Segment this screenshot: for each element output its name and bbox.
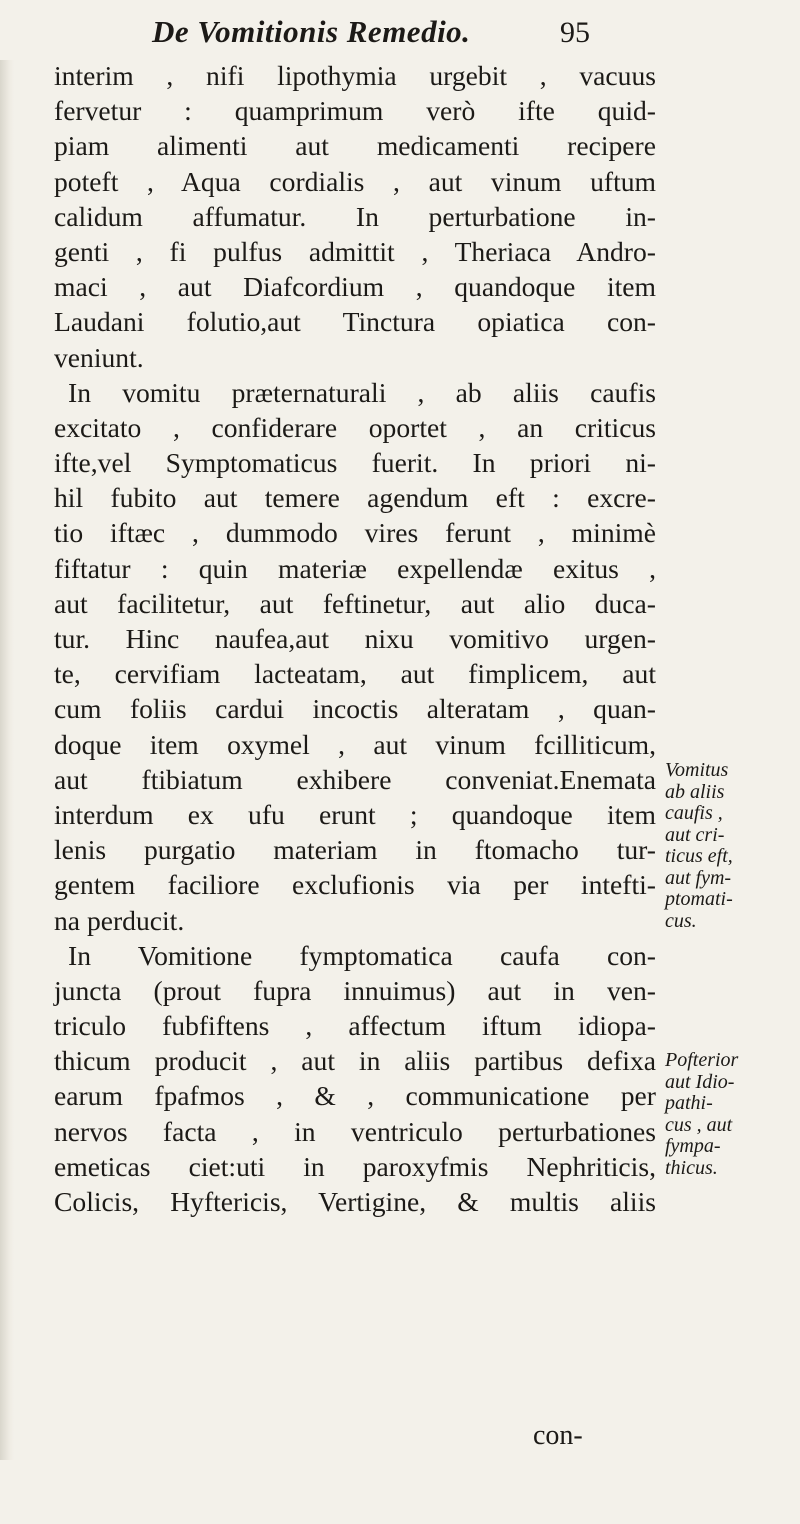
paragraph-start-line: In vomitu præternaturali , ab aliis caufis [68, 376, 656, 408]
margin-note-line: aut cri- [665, 823, 725, 846]
text-line: piam alimenti aut medicamenti recipere [54, 130, 656, 162]
text-line: triculo fubfiftens , affectum iftum idiopa- [54, 1010, 656, 1042]
text-line: veniunt. [54, 341, 144, 373]
main-text-block [54, 58, 656, 1219]
text-line: tur. Hinc naufea,aut nixu vomitivo urgen- [54, 623, 656, 654]
margin-note-vomitus [665, 760, 795, 932]
text-line: cum foliis cardui incoctis alteratam , quan- [54, 693, 656, 725]
margin-note-line: Pofterior [665, 1049, 739, 1071]
margin-note-line: pathi- [665, 1092, 713, 1114]
text-line: genti , fi pulfus admittit , Theriaca Andro- [54, 235, 656, 267]
catchword: con- [533, 1420, 583, 1451]
margin-note-line: cus. [665, 909, 697, 932]
text-line: interdum ex ufu erunt ; quandoque item [54, 798, 656, 830]
text-line: fiftatur : quin materiæ expellendæ exitus , [54, 552, 656, 584]
text-line: interim , nifi lipothymia urgebit , vacuus [54, 60, 656, 91]
page-header [0, 14, 800, 54]
text-line: fervetur : quamprimum verò ifte quid- [54, 95, 656, 127]
text-line: na perducit. [54, 904, 185, 936]
text-line: excitato , confiderare oportet , an criticus [54, 411, 656, 443]
margin-note-line: caufis , [665, 802, 723, 824]
margin-note-line: thicus. [665, 1156, 718, 1179]
text-line: juncta (prout fupra innuimus) aut in ven- [54, 974, 656, 1006]
paragraph-start-line: In Vomitione fymptomatica caufa con- [68, 939, 656, 971]
running-title: De Vomitionis Remedio. [152, 14, 471, 49]
margin-note-line: cus , aut [665, 1113, 733, 1136]
text-line: nervos facta , in ventriculo perturbationes [54, 1115, 656, 1147]
margin-note-line: aut fym- [665, 866, 732, 889]
text-line: Colicis, Hyftericis, Vertigine, & multis aliis [54, 1186, 656, 1217]
text-line: hil fubito aut temere agendum eft : excre- [54, 482, 656, 514]
text-line: aut facilitetur, aut feftinetur, aut alio duca- [54, 587, 656, 619]
text-line: gentem faciliore exclufionis via per intefti- [54, 869, 656, 901]
margin-note-line: aut Idio- [665, 1070, 735, 1093]
text-line: poteft , Aqua cordialis , aut vinum uftum [54, 165, 656, 197]
text-line: maci , aut Diafcordium , quandoque item [54, 271, 656, 303]
text-line: tio iftæc , dummodo vires ferunt , minimè [54, 517, 656, 549]
margin-note-line: Vomitus [665, 759, 729, 781]
text-line: emeticas ciet:uti in paroxyfmis Nephriticis, [54, 1150, 656, 1182]
binding-shadow [0, 60, 14, 1460]
margin-note-line: ptomati- [665, 888, 733, 910]
page-number: 95 [560, 16, 590, 49]
text-line: doque item oxymel , aut vinum fcilliticum, [54, 728, 656, 760]
text-line: thicum producit , aut in aliis partibus defixa [54, 1045, 656, 1077]
text-line: Laudani folutio,aut Tinctura opiatica con- [54, 306, 656, 338]
text-line: te, cervifiam lacteatam, aut fimplicem, aut [54, 658, 656, 690]
text-line: lenis purgatio materiam in ftomacho tur- [54, 834, 656, 866]
text-line: calidum affumatur. In perturbatione in- [54, 200, 656, 232]
margin-note-line: ticus eft, [665, 845, 733, 867]
margin-note-line: ab aliis [665, 780, 725, 803]
text-line: ifte,vel Symptomaticus fuerit. In priori ni- [54, 447, 656, 479]
text-line: aut ftibiatum exhibere conveniat.Enemata [54, 763, 656, 795]
text-line: earum fpafmos , & , communicatione per [54, 1080, 656, 1112]
margin-note-posterior [665, 1050, 795, 1179]
margin-note-line: fympa- [665, 1135, 721, 1157]
